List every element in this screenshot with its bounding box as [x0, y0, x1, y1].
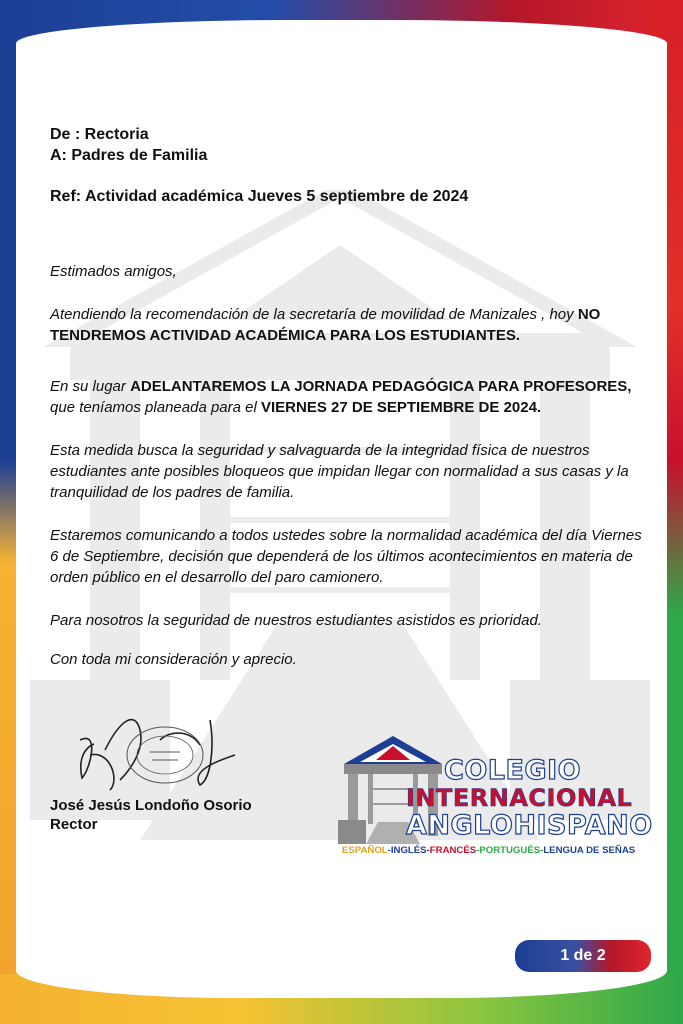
- greeting: Estimados amigos,: [50, 263, 177, 280]
- logo-word-colegio: COLEGIO: [444, 755, 582, 786]
- logo-language: LENGUA DE SEÑAS: [543, 845, 636, 856]
- logo-language: ESPAÑOL: [342, 845, 388, 856]
- pedagogical-emphasis-a: ADELANTAREMOS LA JORNADA PEDAGÓGICA PARA PROFESORES,: [130, 378, 632, 395]
- pedagogical-emphasis-b: VIERNES 27 DE SEPTIEMBRE DE 2024.: [261, 399, 542, 416]
- signer-name: José Jesús Londoño Osorio: [50, 797, 252, 814]
- reference-line: Ref: Actividad académica Jueves 5 septiembre de 2024: [50, 188, 469, 205]
- pedagogical-text-b: que teníamos planeada para el: [50, 399, 257, 416]
- paragraph-safety: Esta medida busca la seguridad y salvaguarda de la integridad física de nuestros estudiantes ante posibles bloqueos que impidan llegar con normalidad a sus casas y la tranquilidad de los padres de familia.: [50, 442, 629, 501]
- pedagogical-text-a: En su lugar: [50, 378, 126, 395]
- logo-language: FRANCÉS: [429, 845, 477, 856]
- to-line: A: Padres de Familia: [50, 147, 208, 164]
- paragraph-communication: Estaremos comunicando a todos ustedes sobre la normalidad académica del día Viernes 6 de Septiembre, decisión que dependerá de los últimos acontecimientos en materia de orden público en el desarrollo del paro camionero.: [50, 527, 642, 586]
- signer-block: [50, 796, 252, 834]
- school-logo: [338, 734, 653, 858]
- logo-word-anglohispano: ANGLOHISPANO: [406, 810, 653, 841]
- logo-language: -PORTUGUÉS-: [476, 845, 544, 856]
- logo-languages: [342, 845, 635, 856]
- announcement-text: Atendiendo la recomendación de la secretaría de movilidad de Manizales , hoy: [50, 306, 574, 323]
- page-indicator-badge: 1 de 2: [515, 940, 651, 972]
- announcement-emphasis: NO TENDREMOS ACTIVIDAD ACADÉMICA PARA LOS ESTUDIANTES.: [50, 306, 601, 344]
- logo-language: -INGLÉS-: [387, 845, 430, 856]
- closing-line: Con toda mi consideración y aprecio.: [50, 651, 297, 668]
- signature-image: [50, 700, 250, 800]
- paragraph-pedagogical-day: [50, 376, 650, 418]
- signer-title: Rector: [50, 816, 98, 833]
- letter-body: [50, 124, 650, 670]
- from-line: De : Rectoria: [50, 126, 149, 143]
- paragraph-priority: Para nosotros la seguridad de nuestros estudiantes asistidos es prioridad.: [50, 612, 542, 629]
- paragraph-announcement: [50, 304, 650, 346]
- logo-word-internacional: INTERNACIONAL: [406, 784, 633, 812]
